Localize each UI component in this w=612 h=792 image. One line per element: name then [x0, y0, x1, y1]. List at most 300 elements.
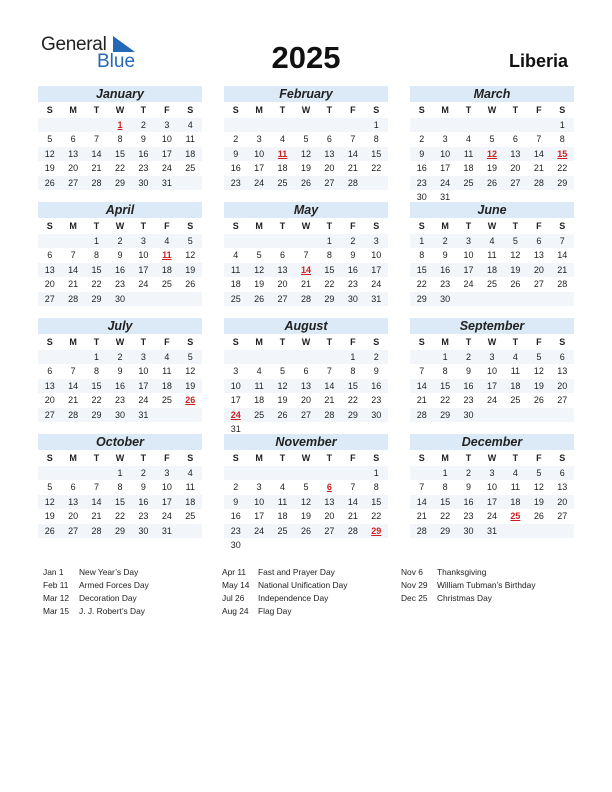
weekday-label: S: [232, 105, 239, 115]
day-cell: 23: [371, 395, 382, 405]
day-cell: 15: [440, 496, 451, 507]
empty-day-cell: [318, 350, 341, 365]
weekday-label: F: [536, 221, 542, 231]
day-cell: 28: [91, 177, 102, 188]
day-cell: 20: [324, 511, 335, 521]
day-cell: 3: [256, 482, 262, 492]
day-cell: 7: [70, 250, 76, 260]
weekday-label: F: [164, 105, 170, 115]
empty-day-cell: [179, 408, 202, 423]
day-cell: 6: [536, 235, 542, 246]
day-cell: 11: [185, 482, 195, 492]
week-row: [224, 495, 388, 510]
day-cell: 8: [373, 482, 379, 492]
day-cell: 9: [140, 134, 146, 144]
day-cell: 16: [230, 163, 241, 173]
day-cell: 25: [277, 525, 288, 536]
holiday-entry: [222, 605, 347, 618]
day-cell: 3: [442, 134, 448, 144]
weekday-label: S: [187, 105, 194, 115]
day-cell: 29: [91, 409, 102, 420]
day-cell: 18: [185, 148, 196, 159]
day-cell: 2: [140, 467, 146, 478]
weekday-label: S: [187, 337, 194, 347]
holiday-name: J. J. Robert’s Day: [79, 606, 145, 616]
holiday-day: 12: [486, 148, 497, 159]
empty-day-cell: [294, 466, 317, 481]
weekday-label: F: [350, 453, 356, 463]
weekday-label: W: [487, 337, 497, 347]
weekday-label: S: [187, 221, 194, 231]
weekday-label: S: [232, 337, 239, 347]
empty-day-cell: [224, 118, 247, 133]
day-cell: 18: [277, 163, 288, 173]
day-cell: 5: [47, 482, 53, 492]
empty-day-cell: [504, 524, 527, 539]
empty-day-cell: [247, 118, 270, 133]
empty-day-cell: [551, 408, 574, 423]
empty-day-cell: [179, 176, 202, 191]
day-cell: 17: [486, 380, 497, 391]
day-cell: 17: [161, 496, 172, 507]
day-cell: 5: [303, 134, 309, 144]
day-cell: 10: [371, 250, 382, 260]
day-cell: 24: [254, 525, 265, 536]
day-cell: 6: [70, 482, 76, 492]
day-cell: 20: [44, 279, 55, 289]
day-cell: 3: [140, 351, 146, 362]
day-cell: 20: [44, 395, 55, 405]
day-cell: 13: [533, 250, 544, 260]
day-cell: 15: [440, 380, 451, 391]
week-row: [410, 277, 574, 292]
week-row: [224, 466, 388, 481]
day-cell: 5: [256, 250, 262, 260]
empty-day-cell: [410, 350, 433, 365]
day-cell: 3: [466, 235, 472, 246]
day-cell: 18: [510, 496, 521, 507]
day-cell: 11: [510, 482, 521, 492]
day-cell: 2: [466, 467, 472, 478]
day-cell: 7: [559, 235, 565, 246]
day-cell: 19: [185, 380, 196, 391]
week-row: [38, 234, 202, 249]
day-cell: 7: [70, 366, 76, 376]
day-cell: 10: [486, 482, 497, 492]
weekday-label: S: [373, 105, 380, 115]
day-cell: 30: [114, 409, 125, 420]
day-cell: 14: [68, 264, 79, 275]
month-october: [38, 434, 202, 538]
day-cell: 27: [300, 409, 311, 420]
week-row: [410, 466, 574, 481]
weekday-label: M: [255, 453, 263, 463]
day-cell: 2: [117, 235, 123, 246]
holiday-day: 26: [185, 395, 196, 405]
week-row: [38, 161, 202, 176]
month-title: March: [410, 86, 574, 102]
weekday-label: W: [487, 221, 497, 231]
day-cell: 26: [486, 177, 497, 188]
day-cell: 16: [114, 380, 125, 391]
empty-day-cell: [504, 118, 527, 133]
empty-day-cell: [318, 466, 341, 481]
day-cell: 31: [161, 525, 172, 536]
day-cell: 13: [68, 496, 79, 507]
holiday-entry: [401, 566, 536, 579]
weekday-label: S: [46, 221, 53, 231]
day-cell: 24: [486, 511, 497, 521]
week-row: [224, 118, 388, 133]
empty-day-cell: [294, 118, 317, 133]
day-cell: 8: [559, 134, 565, 144]
weekday-label: T: [465, 105, 472, 115]
day-cell: 19: [185, 264, 196, 275]
month-weeks: [410, 234, 574, 307]
day-cell: 29: [347, 409, 358, 420]
day-cell: 5: [536, 351, 542, 362]
day-cell: 5: [187, 351, 193, 362]
day-cell: 30: [416, 192, 427, 202]
day-cell: 13: [324, 148, 335, 159]
day-cell: 27: [44, 293, 55, 304]
day-cell: 28: [347, 177, 358, 188]
day-cell: 12: [510, 250, 521, 260]
day-cell: 27: [44, 409, 55, 420]
day-cell: 13: [510, 148, 521, 159]
day-cell: 31: [161, 177, 172, 188]
weekday-label: T: [465, 221, 472, 231]
weekday-label: T: [279, 453, 286, 463]
weekday-label: M: [441, 337, 449, 347]
day-cell: 6: [326, 134, 332, 144]
day-cell: 10: [138, 366, 149, 376]
day-cell: 4: [164, 351, 170, 362]
empty-day-cell: [38, 118, 61, 133]
week-row: [410, 118, 574, 133]
day-cell: 7: [326, 366, 332, 376]
weekday-label: T: [326, 337, 333, 347]
month-november: [224, 434, 388, 553]
day-cell: 19: [486, 163, 497, 173]
week-row: [38, 379, 202, 394]
day-cell: 29: [114, 525, 125, 536]
day-cell: 28: [416, 409, 427, 420]
weekday-label: W: [301, 105, 311, 115]
weekday-label: S: [418, 105, 425, 115]
weekday-header: [410, 451, 574, 466]
day-cell: 30: [440, 293, 451, 304]
day-cell: 16: [440, 264, 451, 275]
day-cell: 10: [230, 380, 241, 391]
day-cell: 1: [442, 351, 448, 362]
day-cell: 20: [533, 264, 544, 275]
holiday-date: Nov 29: [401, 580, 428, 590]
day-cell: 22: [114, 511, 125, 521]
holiday-entry: [401, 579, 536, 592]
day-cell: 2: [117, 351, 123, 362]
day-cell: 27: [277, 293, 288, 304]
month-weeks: [224, 234, 388, 307]
month-weeks: [224, 118, 388, 191]
day-cell: 31: [486, 525, 497, 536]
day-cell: 3: [233, 366, 239, 376]
weekday-label: T: [279, 105, 286, 115]
day-cell: 15: [114, 148, 125, 159]
week-row: [38, 408, 202, 423]
day-cell: 13: [68, 148, 79, 159]
day-cell: 6: [280, 250, 286, 260]
week-row: [410, 480, 574, 495]
weekday-label: S: [46, 453, 53, 463]
empty-day-cell: [38, 350, 61, 365]
empty-day-cell: [527, 408, 550, 423]
day-cell: 12: [185, 250, 196, 260]
empty-day-cell: [247, 350, 270, 365]
weekday-label: W: [301, 453, 311, 463]
day-cell: 30: [230, 540, 241, 550]
day-cell: 14: [416, 496, 427, 507]
day-cell: 22: [347, 395, 358, 405]
day-cell: 1: [373, 467, 379, 478]
week-row: [410, 263, 574, 278]
day-cell: 7: [536, 134, 542, 144]
week-row: [38, 524, 202, 539]
day-cell: 1: [419, 235, 425, 246]
day-cell: 12: [44, 496, 55, 507]
day-cell: 15: [371, 496, 382, 507]
day-cell: 5: [303, 482, 309, 492]
week-row: [410, 408, 574, 423]
month-title: May: [224, 202, 388, 218]
day-cell: 12: [533, 366, 544, 376]
day-cell: 2: [466, 351, 472, 362]
day-cell: 5: [280, 366, 286, 376]
day-cell: 15: [347, 380, 358, 391]
empty-day-cell: [247, 234, 270, 249]
day-cell: 8: [442, 366, 448, 376]
empty-day-cell: [61, 118, 84, 133]
day-cell: 18: [277, 511, 288, 521]
day-cell: 28: [68, 293, 79, 304]
day-cell: 26: [44, 177, 55, 188]
day-cell: 24: [138, 279, 149, 289]
day-cell: 25: [230, 293, 241, 304]
holiday-date: Mar 15: [43, 606, 70, 616]
weekday-label: T: [326, 453, 333, 463]
day-cell: 3: [489, 467, 495, 478]
day-cell: 7: [94, 482, 100, 492]
day-cell: 9: [466, 482, 472, 492]
day-cell: 1: [442, 467, 448, 478]
weekday-label: W: [301, 337, 311, 347]
month-weeks: [224, 350, 388, 437]
day-cell: 26: [44, 525, 55, 536]
day-cell: 14: [324, 380, 335, 391]
holiday-column: [401, 566, 536, 605]
empty-day-cell: [480, 292, 503, 307]
day-cell: 13: [44, 264, 55, 275]
week-row: [410, 393, 574, 408]
day-cell: 11: [510, 366, 521, 376]
day-cell: 22: [440, 511, 451, 521]
logo-blue-text: Blue: [97, 51, 136, 72]
month-march: [410, 86, 574, 205]
week-row: [38, 147, 202, 162]
month-september: [410, 318, 574, 422]
weekday-label: S: [559, 337, 566, 347]
empty-day-cell: [433, 118, 456, 133]
day-cell: 22: [114, 163, 125, 173]
week-row: [38, 495, 202, 510]
day-cell: 22: [557, 163, 568, 173]
weekday-header: [410, 219, 574, 234]
day-cell: 10: [254, 148, 265, 159]
week-row: [224, 408, 388, 423]
day-cell: 30: [138, 525, 149, 536]
weekday-label: M: [69, 105, 77, 115]
day-cell: 13: [324, 496, 335, 507]
weekday-label: S: [373, 221, 380, 231]
weekday-label: W: [115, 453, 125, 463]
day-cell: 7: [419, 366, 425, 376]
week-row: [224, 509, 388, 524]
day-cell: 1: [94, 351, 100, 362]
weekday-label: T: [93, 105, 100, 115]
weekday-label: T: [512, 105, 519, 115]
holiday-column: [43, 566, 149, 618]
day-cell: 16: [416, 163, 427, 173]
holiday-name: Thanksgiving: [437, 567, 487, 577]
day-cell: 19: [277, 395, 288, 405]
day-cell: 30: [114, 293, 125, 304]
weekday-label: T: [326, 105, 333, 115]
day-cell: 19: [300, 163, 311, 173]
day-cell: 11: [185, 134, 195, 144]
day-cell: 28: [68, 409, 79, 420]
weekday-label: W: [115, 105, 125, 115]
weekday-label: F: [536, 453, 542, 463]
day-cell: 26: [277, 409, 288, 420]
day-cell: 24: [463, 279, 474, 289]
weekday-label: M: [441, 221, 449, 231]
day-cell: 20: [300, 395, 311, 405]
day-cell: 14: [347, 496, 358, 507]
day-cell: 2: [233, 134, 239, 144]
weekday-label: M: [255, 105, 263, 115]
day-cell: 20: [68, 163, 79, 173]
day-cell: 6: [559, 351, 565, 362]
week-row: [410, 524, 574, 539]
day-cell: 3: [164, 119, 170, 130]
day-cell: 18: [254, 395, 265, 405]
week-row: [38, 292, 202, 307]
day-cell: 22: [91, 279, 102, 289]
week-row: [410, 509, 574, 524]
day-cell: 7: [419, 482, 425, 492]
day-cell: 22: [440, 395, 451, 405]
day-cell: 3: [256, 134, 262, 144]
day-cell: 18: [185, 496, 196, 507]
day-cell: 17: [138, 380, 149, 391]
month-title: August: [224, 318, 388, 334]
day-cell: 21: [68, 279, 79, 289]
day-cell: 23: [416, 177, 427, 188]
empty-day-cell: [179, 292, 202, 307]
holiday-name: Independence Day: [258, 593, 329, 603]
day-cell: 6: [47, 250, 53, 260]
day-cell: 6: [303, 366, 309, 376]
weekday-label: F: [536, 105, 542, 115]
day-cell: 23: [230, 177, 241, 188]
weekday-label: M: [255, 337, 263, 347]
day-cell: 8: [373, 134, 379, 144]
day-cell: 23: [138, 511, 149, 521]
day-cell: 4: [187, 467, 193, 478]
day-cell: 31: [440, 192, 451, 202]
day-cell: 19: [300, 511, 311, 521]
day-cell: 24: [161, 511, 172, 521]
weekday-label: T: [512, 221, 519, 231]
weekday-label: F: [164, 453, 170, 463]
empty-day-cell: [551, 292, 574, 307]
day-cell: 5: [512, 235, 518, 246]
day-cell: 30: [138, 177, 149, 188]
day-cell: 7: [350, 134, 356, 144]
month-weeks: [38, 118, 202, 191]
weekday-label: S: [187, 453, 194, 463]
day-cell: 14: [68, 380, 79, 391]
day-cell: 28: [557, 279, 568, 289]
day-cell: 15: [91, 380, 102, 391]
empty-day-cell: [271, 466, 294, 481]
day-cell: 28: [324, 409, 335, 420]
day-cell: 14: [557, 250, 568, 260]
month-weeks: [410, 118, 574, 205]
day-cell: 4: [280, 134, 286, 144]
day-cell: 26: [300, 525, 311, 536]
day-cell: 23: [230, 525, 241, 536]
weekday-label: F: [164, 221, 170, 231]
holiday-date: Feb 11: [43, 580, 69, 590]
empty-day-cell: [61, 350, 84, 365]
holiday-date: Nov 6: [401, 567, 423, 577]
empty-day-cell: [457, 118, 480, 133]
day-cell: 25: [185, 163, 196, 173]
day-cell: 1: [117, 467, 123, 478]
week-row: [38, 480, 202, 495]
day-cell: 8: [94, 366, 100, 376]
day-cell: 29: [416, 293, 427, 304]
day-cell: 14: [91, 148, 102, 159]
empty-day-cell: [294, 350, 317, 365]
week-row: [410, 350, 574, 365]
day-cell: 21: [416, 511, 427, 521]
month-weeks: [410, 466, 574, 539]
day-cell: 22: [416, 279, 427, 289]
week-row: [410, 176, 574, 191]
day-cell: 12: [533, 482, 544, 492]
day-cell: 22: [371, 163, 382, 173]
weekday-label: F: [164, 337, 170, 347]
holiday-date: Mar 12: [43, 593, 70, 603]
day-cell: 2: [350, 235, 356, 246]
month-title: February: [224, 86, 388, 102]
day-cell: 4: [466, 134, 472, 144]
weekday-label: M: [441, 453, 449, 463]
day-cell: 20: [557, 380, 568, 391]
weekday-label: S: [232, 221, 239, 231]
